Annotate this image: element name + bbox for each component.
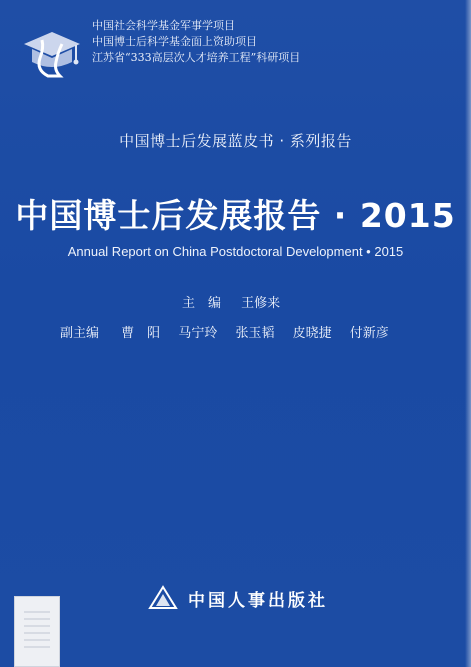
- funding-project: 中国社会科学基金军事学项目: [92, 19, 235, 32]
- deputy-editor-name: 张玉韬: [235, 326, 275, 341]
- deputy-editor-name: 曹 阳: [121, 326, 161, 341]
- deputy-editor-role: 副主编: [60, 326, 100, 341]
- funding-project: 江苏省“333高层次人才培养工程”科研项目: [92, 51, 301, 64]
- publisher: [148, 584, 328, 612]
- library-label-sticker: [14, 596, 60, 667]
- book-title-english: Annual Report on China Postdoctoral Development • 2015: [67, 244, 404, 259]
- deputy-editor-name: 付新彦: [349, 326, 389, 341]
- publisher-name: 中国人事出版社: [188, 590, 328, 611]
- funding-project-list: [92, 18, 300, 66]
- postdoc-logo-icon: [18, 18, 86, 84]
- chief-editor: [182, 292, 280, 311]
- series-title: 中国博士后发展蓝皮书 · 系列报告: [119, 132, 352, 150]
- deputy-editor-name: 皮晓捷: [292, 326, 332, 341]
- publisher-logo-icon: [148, 585, 178, 611]
- funding-project: 中国博士后科学基金面上资助项目: [92, 35, 257, 48]
- deputy-editor-name: 马宁玲: [178, 326, 218, 341]
- scan-edge: [465, 0, 471, 667]
- chief-editor-role: 主 编: [182, 296, 222, 311]
- chief-editor-name: 王修来: [241, 296, 281, 311]
- deputy-editors: [60, 322, 403, 341]
- book-title: 中国博士后发展报告 · 2015: [15, 196, 456, 235]
